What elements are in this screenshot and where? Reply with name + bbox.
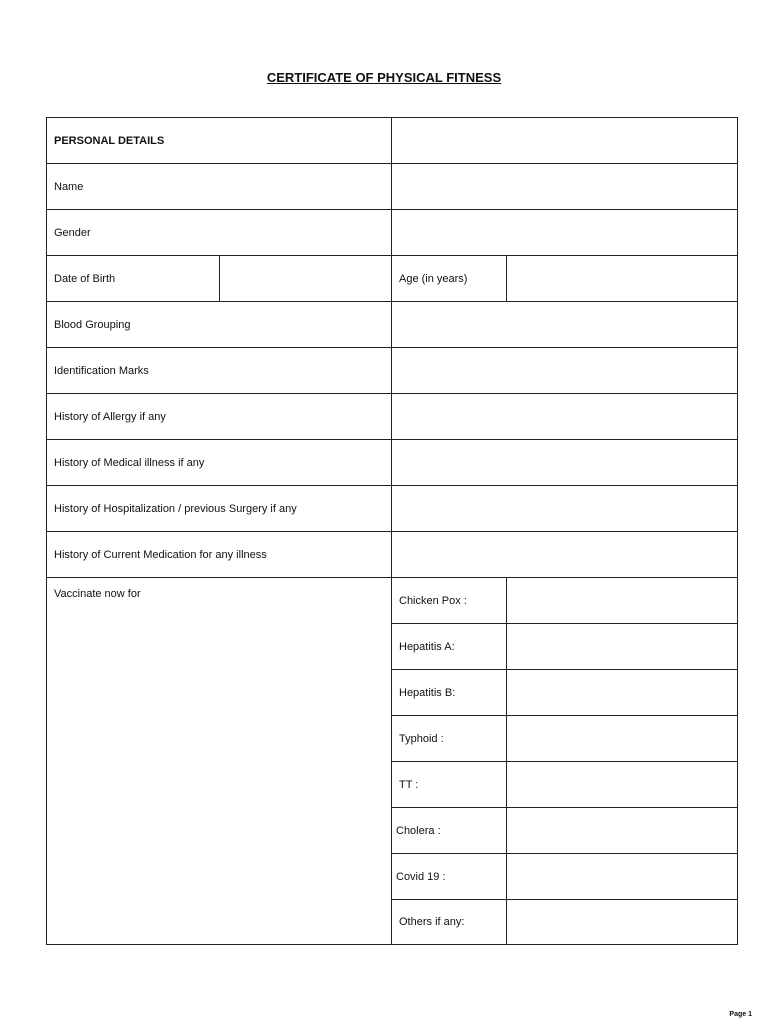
allergy-label: History of Allergy if any [46,393,392,440]
vaccine-chicken-pox-label: Chicken Pox : [391,577,507,624]
personal-details-header: PERSONAL DETAILS [46,117,392,164]
vaccine-hepatitis-b-label: Hepatitis B: [391,669,507,716]
name-field[interactable] [391,163,738,210]
vaccine-hepatitis-a-field[interactable] [506,623,738,670]
identification-field[interactable] [391,347,738,394]
page-number: Page 1 [729,1011,752,1018]
vaccine-hepatitis-a-label: Hepatitis A: [391,623,507,670]
hospitalization-label: History of Hospitalization / previous Surgery if any [46,485,392,532]
allergy-field[interactable] [391,393,738,440]
current-medication-label: History of Current Medication for any illness [46,531,392,578]
gender-field[interactable] [391,209,738,256]
dob-field[interactable] [219,255,392,302]
vaccine-chicken-pox-field[interactable] [506,577,738,624]
blood-group-field[interactable] [391,301,738,348]
medical-illness-label: History of Medical illness if any [46,439,392,486]
age-label: Age (in years) [391,255,507,302]
vaccine-typhoid-label: Typhoid : [391,715,507,762]
vaccine-others-label: Others if any: [391,899,507,945]
vaccine-cholera-label: Cholera : [391,807,507,854]
vaccine-hepatitis-b-field[interactable] [506,669,738,716]
blood-group-label: Blood Grouping [46,301,392,348]
vaccine-others-field[interactable] [506,899,738,945]
vaccine-tt-label: TT : [391,761,507,808]
dob-label: Date of Birth [46,255,220,302]
form-table [46,117,738,945]
vaccinate-label: Vaccinate now for [46,577,392,945]
vaccine-cholera-field[interactable] [506,807,738,854]
name-label: Name [46,163,392,210]
age-field[interactable] [506,255,738,302]
vaccine-tt-field[interactable] [506,761,738,808]
certificate-title: CERTIFICATE OF PHYSICAL FITNESS [266,70,502,85]
identification-label: Identification Marks [46,347,392,394]
hospitalization-field[interactable] [391,485,738,532]
vaccine-typhoid-field[interactable] [506,715,738,762]
vaccine-covid-19-label: Covid 19 : [391,853,507,900]
current-medication-field[interactable] [391,531,738,578]
gender-label: Gender [46,209,392,256]
medical-illness-field[interactable] [391,439,738,486]
vaccine-covid-19-field[interactable] [506,853,738,900]
personal-details-value[interactable] [391,117,738,164]
